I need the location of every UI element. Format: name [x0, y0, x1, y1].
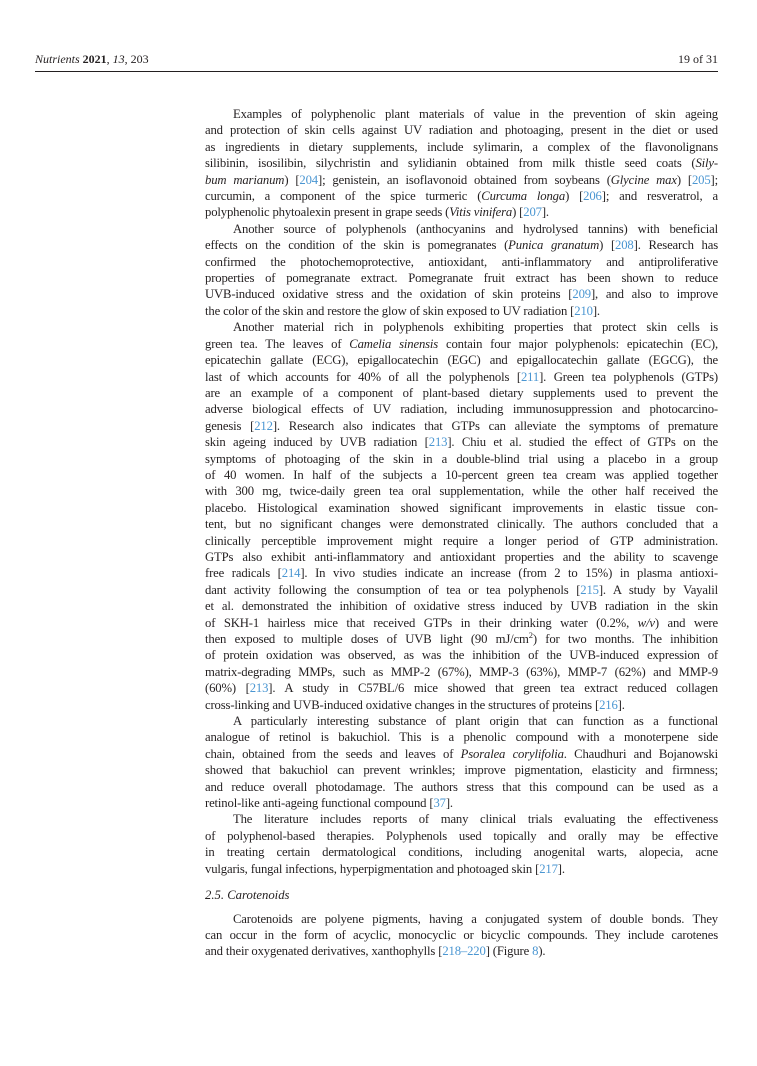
text-line — [205, 828, 718, 844]
italic-text: Nutrients — [35, 52, 83, 66]
text-run: can occur in the form of acyclic, monocyclic or bicyclic compounds. They include carotenes — [205, 927, 718, 942]
text-run: and their oxygenated derivatives, xanthophylls [ — [205, 944, 443, 959]
text-run: ) and were — [654, 615, 718, 630]
text-line — [205, 680, 718, 696]
paragraph — [205, 713, 718, 811]
citation-link[interactable]: 212 — [254, 418, 273, 433]
text-line — [205, 385, 718, 401]
text-run: ]. Research also indicates that GTPs can alleviate the symptoms of premature — [272, 418, 718, 433]
text-run: 2021 — [82, 52, 107, 66]
italic-text: bum marianum — [205, 172, 285, 187]
text-run: of SKH-1 hairless mice that received GTPs in their drinking water (0.2%, — [205, 615, 638, 630]
text-run: ]; genistein, an isoflavonoid obtained from soybeans ( — [318, 172, 611, 187]
text-run: with 300 mg, twice-daily green tea oral supplementation, while the other half received the — [205, 484, 718, 499]
text-run: tent, but no significant changes were demonstrated clinically. The authors concluded that a — [205, 517, 718, 532]
text-run: ]. — [445, 796, 453, 811]
text-run: last of which accounts for 40% of all the polyphenols [ — [205, 369, 521, 384]
page-header — [35, 52, 718, 66]
text-run: ]. Research has — [633, 238, 718, 253]
citation-link[interactable]: 37 — [433, 796, 446, 811]
text-run: free radicals [ — [205, 566, 282, 581]
italic-text: Punica granatum — [508, 238, 600, 253]
text-line — [205, 729, 718, 745]
text-line — [205, 664, 718, 680]
section-heading: 2.5. Carotenoids — [205, 888, 290, 903]
text-run: as ingredients in dietary supplements, include sylimarin, a complex of the flavonolignans — [205, 139, 718, 154]
text-run: ) [ — [676, 172, 692, 187]
text-line — [205, 254, 718, 270]
text-run: cross-linking and UVB-induced oxidative changes in the structures of proteins [ — [205, 697, 600, 712]
text-line — [205, 795, 718, 811]
paragraph — [205, 811, 718, 877]
paragraph — [205, 319, 718, 713]
text-run: adverse biological effects of UV radiation, including immunosuppression and photocarcino- — [205, 402, 718, 417]
text-line — [205, 221, 718, 237]
citation-link[interactable]: 204 — [299, 172, 319, 187]
text-run: ]. — [541, 205, 549, 220]
text-run: ) [ — [565, 189, 584, 204]
text-line — [205, 598, 718, 614]
article-body — [205, 106, 718, 960]
text-line — [205, 106, 718, 122]
text-run: are an example of a component of plant-based dietary supplements used to prevent the — [205, 385, 718, 400]
citation-link[interactable]: 213 — [428, 435, 448, 450]
text-run: Another material rich in polyphenols exhibiting properties that protect skin cells is — [233, 320, 718, 335]
text-line — [205, 565, 718, 581]
text-run: effects on the condition of the skin is pomegranates ( — [205, 238, 509, 253]
text-run: Examples of polyphenolic plant materials of value in the prevention of skin ageing — [233, 107, 718, 121]
text-run: green tea. The leaves of — [205, 336, 350, 351]
text-line — [205, 434, 718, 450]
text-run: placebo. Histological examination showed significant improvements in elastic tissue con- — [205, 500, 718, 515]
text-run: A particularly interesting substance of plant origin that can function as a functional — [233, 714, 718, 729]
text-line — [205, 369, 718, 385]
text-run: ]. A study by Vayalil — [598, 582, 718, 597]
text-run: , — [106, 52, 113, 66]
text-line — [205, 549, 718, 565]
text-run: ) [ — [599, 238, 616, 253]
text-run: in treating certain dermatological conditions, including anogenital warts, alopecia, acne — [205, 845, 718, 860]
text-line — [205, 762, 718, 778]
text-line — [205, 286, 718, 302]
text-run: matrix-degrading MMPs, such as MMP-2 (67%), MMP-3 (63%), MMP-7 (62%) and MMP-9 — [205, 664, 718, 679]
text-run: confirmed the photochemoprotective, antioxidant, anti-inflammatory and antiproliferative — [205, 254, 718, 269]
italic-text: Sily- — [695, 156, 718, 171]
text-line — [205, 155, 718, 171]
text-line — [205, 483, 718, 499]
superscript-text: 2 — [528, 629, 533, 640]
citation-link[interactable]: 218–220 — [442, 944, 486, 959]
text-line — [205, 500, 718, 516]
text-run: contain four major polyphenols: epicatechin (EC), — [438, 336, 718, 351]
text-run: retinol-like anti-ageing functional compound [ — [205, 796, 434, 811]
text-line — [205, 467, 718, 483]
text-run: vulgaris, fungal infections, hyperpigmentation and photoaged skin [ — [205, 861, 540, 876]
text-run: . Chaudhuri and Bojanowski — [563, 746, 718, 761]
text-run: of polyphenol-based therapies. Polyphenols used topically and orally may be effective — [205, 828, 718, 843]
citation-link[interactable]: 207 — [523, 205, 542, 220]
text-line — [205, 911, 718, 927]
citation-link[interactable]: 208 — [615, 238, 634, 253]
text-line — [205, 122, 718, 138]
text-run: ]; and resveratrol, a — [601, 189, 718, 204]
italic-text: Camelia sinensis — [349, 336, 439, 351]
text-run: dant activity following the consumption of tea or tea polyphenols [ — [205, 582, 581, 597]
text-run: ]. Green tea polyphenols (GTPs) — [539, 369, 718, 384]
text-run: et al. demonstrated the inhibition of oxidative stress induced by UVB radiation in the skin — [205, 599, 718, 614]
page-number: 19 of 31 — [678, 52, 718, 66]
text-run: ). — [538, 944, 546, 959]
text-line — [205, 779, 718, 795]
text-line — [205, 336, 718, 352]
citation-link[interactable]: 214 — [281, 566, 301, 581]
text-line — [205, 303, 718, 319]
text-run: the color of the skin and restore the glow of skin exposed to UV radiation [ — [205, 303, 575, 318]
text-run: of protein oxidation was observed, as was the inhibition of the UVB-induced expression of — [205, 648, 718, 663]
italic-text: Curcuma longa — [481, 189, 566, 204]
text-run: silibinin, isosilibin, silychristin and sylidianin obtained from milk thistle seed coats ( — [205, 156, 696, 171]
italic-text: w/v — [637, 615, 655, 630]
text-line — [205, 237, 718, 253]
text-run: ] (Figure — [485, 944, 533, 959]
italic-text: Vitis vinifera — [449, 205, 513, 220]
text-run: GTPs also exhibit anti-inflammatory and antioxidant properties and the ability to scavenge — [205, 549, 718, 564]
text-line — [205, 746, 718, 762]
text-run: (60%) [ — [205, 681, 250, 696]
italic-text: 13 — [112, 52, 125, 66]
citation-link[interactable]: 217 — [539, 861, 558, 876]
text-run: then exposed to multiple doses of UVB light (90 mJ/cm — [205, 632, 529, 646]
text-line — [205, 270, 718, 286]
text-line — [205, 516, 718, 532]
text-run: epicatechin gallate (ECG), epigallocatechin (EGC) and epigallocatechin gallate (EGCG), the — [205, 353, 718, 368]
text-line — [205, 204, 718, 220]
citation-link[interactable]: 209 — [572, 287, 591, 302]
text-line — [205, 582, 718, 598]
text-run: symptoms of photoaging of the skin in a double-blind trial using a placebo in a group — [205, 451, 718, 466]
text-run: ) [ — [512, 205, 524, 220]
text-run: ]. Chiu et al. studied the effect of GTPs on the — [447, 435, 719, 450]
text-run: ]. — [617, 697, 625, 712]
text-line — [205, 418, 718, 434]
citation-link[interactable]: 206 — [583, 189, 602, 204]
header-rule — [35, 71, 718, 72]
text-run: of 40 women. In half of the subjects a 10-percent green tea cream was applied together — [205, 467, 718, 482]
text-run: polyphenolic phytoalexin present in grape seeds ( — [205, 205, 450, 220]
paragraph — [205, 911, 718, 960]
text-run: , 203 — [124, 52, 149, 66]
citation-link[interactable]: 205 — [691, 172, 711, 187]
citation-link[interactable]: 213 — [249, 681, 269, 696]
text-line — [205, 139, 718, 155]
text-run: ]. In vivo studies indicate an increase (from 2 to 15%) in plasma antioxi- — [300, 566, 718, 581]
journal-citation — [35, 52, 149, 66]
text-line — [205, 319, 718, 335]
text-line — [205, 811, 718, 827]
citation-link[interactable]: 211 — [520, 369, 540, 384]
text-line — [205, 943, 718, 959]
text-run: curcumin, a component of the spice turmeric ( — [205, 189, 482, 204]
paragraph — [205, 221, 718, 319]
text-run: skin ageing induced by UVB radiation [ — [205, 435, 429, 450]
text-run: UVB-induced oxidative stress and the oxidation of skin proteins [ — [205, 287, 573, 302]
text-line — [205, 188, 718, 204]
text-run: showed that bakuchiol can prevent wrinkles; improve pigmentation, elasticity and firmness; — [205, 763, 718, 778]
text-line — [205, 713, 718, 729]
text-run: and protection of skin cells against UV radiation and photoaging, present in the diet or used — [205, 123, 718, 138]
text-line — [205, 352, 718, 368]
text-run: analogue of retinol is bakuchiol. This is a phenolic compound with a monoterpene side — [205, 730, 718, 745]
citation-link[interactable]: 215 — [580, 582, 599, 597]
text-line — [205, 631, 718, 647]
text-line — [205, 861, 718, 877]
citation-link[interactable]: 8 — [532, 944, 539, 959]
text-run: properties of pomegranate extract. Pomegranate fruit extract has been shown to reduce — [205, 271, 718, 286]
text-run: Carotenoids are polyene pigments, having a conjugated system of double bonds. They — [233, 911, 718, 926]
text-line — [205, 615, 718, 631]
italic-text: Psoralea corylifolia — [460, 746, 564, 761]
text-line — [205, 451, 718, 467]
text-run: Another source of polyphenols (anthocyanins and hydrolysed tannins) with beneficial — [233, 221, 718, 236]
text-line — [205, 172, 718, 188]
citation-link[interactable]: 210 — [574, 303, 593, 318]
text-line — [205, 844, 718, 860]
text-line — [205, 401, 718, 417]
text-line — [205, 697, 718, 713]
text-line — [205, 647, 718, 663]
text-run: ]. — [592, 303, 600, 318]
paragraph — [205, 106, 718, 221]
italic-text: Glycine max — [610, 172, 677, 187]
text-line — [205, 927, 718, 943]
text-run: clinically perceptible improvement might require a longer period of GTP administration. — [205, 533, 718, 548]
text-run: ) for two months. The inhibition — [532, 632, 718, 646]
text-line — [205, 533, 718, 549]
text-run: ], and also to improve — [590, 287, 718, 302]
text-run: ]; — [710, 172, 718, 187]
text-run: and reduce overall photodamage. The authors stress that this compound can be used as a — [205, 779, 718, 794]
text-run: ]. — [557, 861, 565, 876]
text-run: chain, obtained from the seeds and leaves of — [205, 746, 461, 761]
text-run: ]. A study in C57BL/6 mice showed that green tea extract reduced collagen — [268, 681, 718, 696]
citation-link[interactable]: 216 — [599, 697, 618, 712]
text-run: ) [ — [284, 172, 300, 187]
text-run: The literature includes reports of many clinical trials evaluating the effectiveness — [233, 812, 718, 827]
text-run: genesis [ — [205, 418, 255, 433]
